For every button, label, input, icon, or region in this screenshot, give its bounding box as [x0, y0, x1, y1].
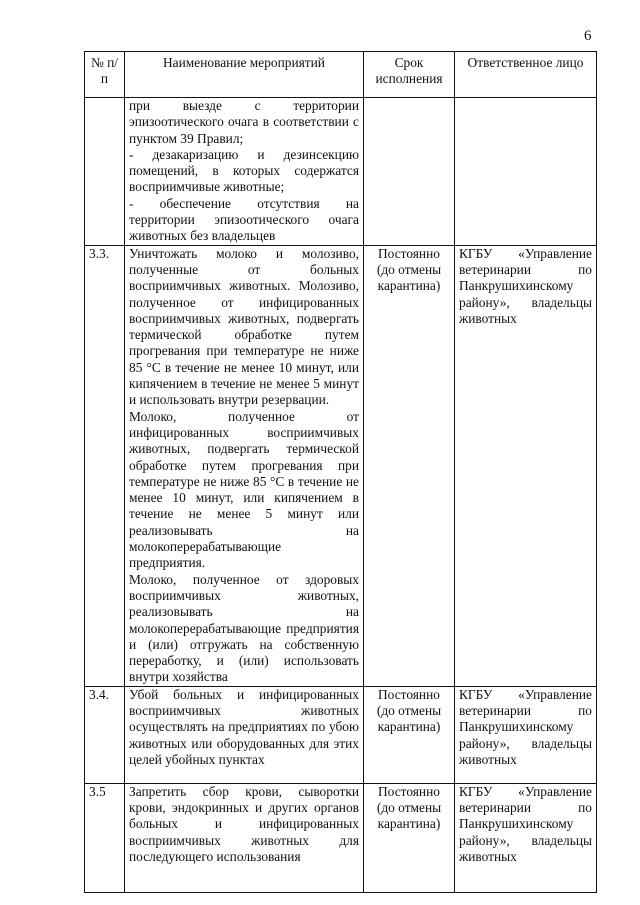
row-name: [125, 98, 364, 246]
row-term: Постоянно (до отмены карантина): [364, 686, 455, 783]
row-term: Постоянно (до отмены карантина): [364, 245, 455, 686]
table-row: [85, 98, 597, 246]
row-term: [364, 98, 455, 246]
row-responsible: КГБУ «Управление ветеринарии по Панкрушихинскому району», владельцы животных: [455, 245, 597, 686]
row-name: [125, 783, 364, 892]
header-num: № п/п: [85, 52, 125, 98]
row-term: Постоянно (до отмены карантина): [364, 783, 455, 892]
row-name-paragraph: Молоко, полученное от инфицированных восприимчивых животных, подвергать термической обработке путем прогревания при температуре не ниже 85 °С в течение не менее 10 минут, или кипячением в течение не менее 5 минут или реализовывать на молокоперерабатывающие предприятия.: [129, 408, 359, 571]
measures-table: [84, 51, 597, 893]
row-num: [85, 98, 125, 246]
header-term: Срок исполнения: [364, 52, 455, 98]
row-name-paragraph: при выезде с территории эпизоотического очага в соответствии с пунктом 39 Правил;: [129, 98, 359, 146]
header-responsible: Ответственное лицо: [455, 52, 597, 98]
row-num: 3.3.: [85, 245, 125, 686]
row-num: 3.4.: [85, 686, 125, 783]
row-name-paragraph: Молоко, полученное от здоровых восприимчивых животных, реализовывать на молокоперерабатывающие предприятия и (или) отгружать на собственную переработку, и (или) использовать внутри хозяйства: [129, 571, 359, 685]
row-num: 3.5: [85, 783, 125, 892]
row-name-paragraph: Запретить сбор крови, сыворотки крови, эндокринных и других органов больных и инфицированных восприимчивых животных для последующего использования: [129, 783, 359, 864]
row-responsible: [455, 98, 597, 246]
row-responsible: КГБУ «Управление ветеринарии по Панкрушихинскому району», владельцы животных: [455, 686, 597, 783]
row-name-paragraph: Уничтожать молоко и молозиво, полученные от больных восприимчивых животных. Молозиво, полученное от инфицированных восприимчивых животных, подвергать термической обработке путем прогревания при температуре не ниже 85 °С в течение не менее 10 минут, или кипячением в течение не менее 5 минут и использовать внутри резервации.: [129, 245, 359, 408]
row-name: [125, 245, 364, 686]
table-row: [85, 245, 597, 686]
row-name: [125, 686, 364, 783]
row-name-paragraph: - дезакаризацию и дезинсекцию помещений, в которых содержатся восприимчивые животные;: [129, 146, 359, 195]
table-row: [85, 783, 597, 892]
table-header-row: [85, 52, 597, 98]
header-name: Наименование мероприятий: [125, 52, 364, 98]
table-row: [85, 686, 597, 783]
row-responsible: КГБУ «Управление ветеринарии по Панкрушихинскому району», владельцы животных: [455, 783, 597, 892]
row-name-paragraph: Убой больных и инфицированных восприимчивых животных осуществлять на предприятиях по убою животных или оборудованных для этих целей убойных пунктах: [129, 686, 359, 767]
row-name-paragraph: - обеспечение отсутствия на территории эпизоотического очага животных без владельцев: [129, 195, 359, 244]
page-number: 6: [584, 28, 592, 44]
